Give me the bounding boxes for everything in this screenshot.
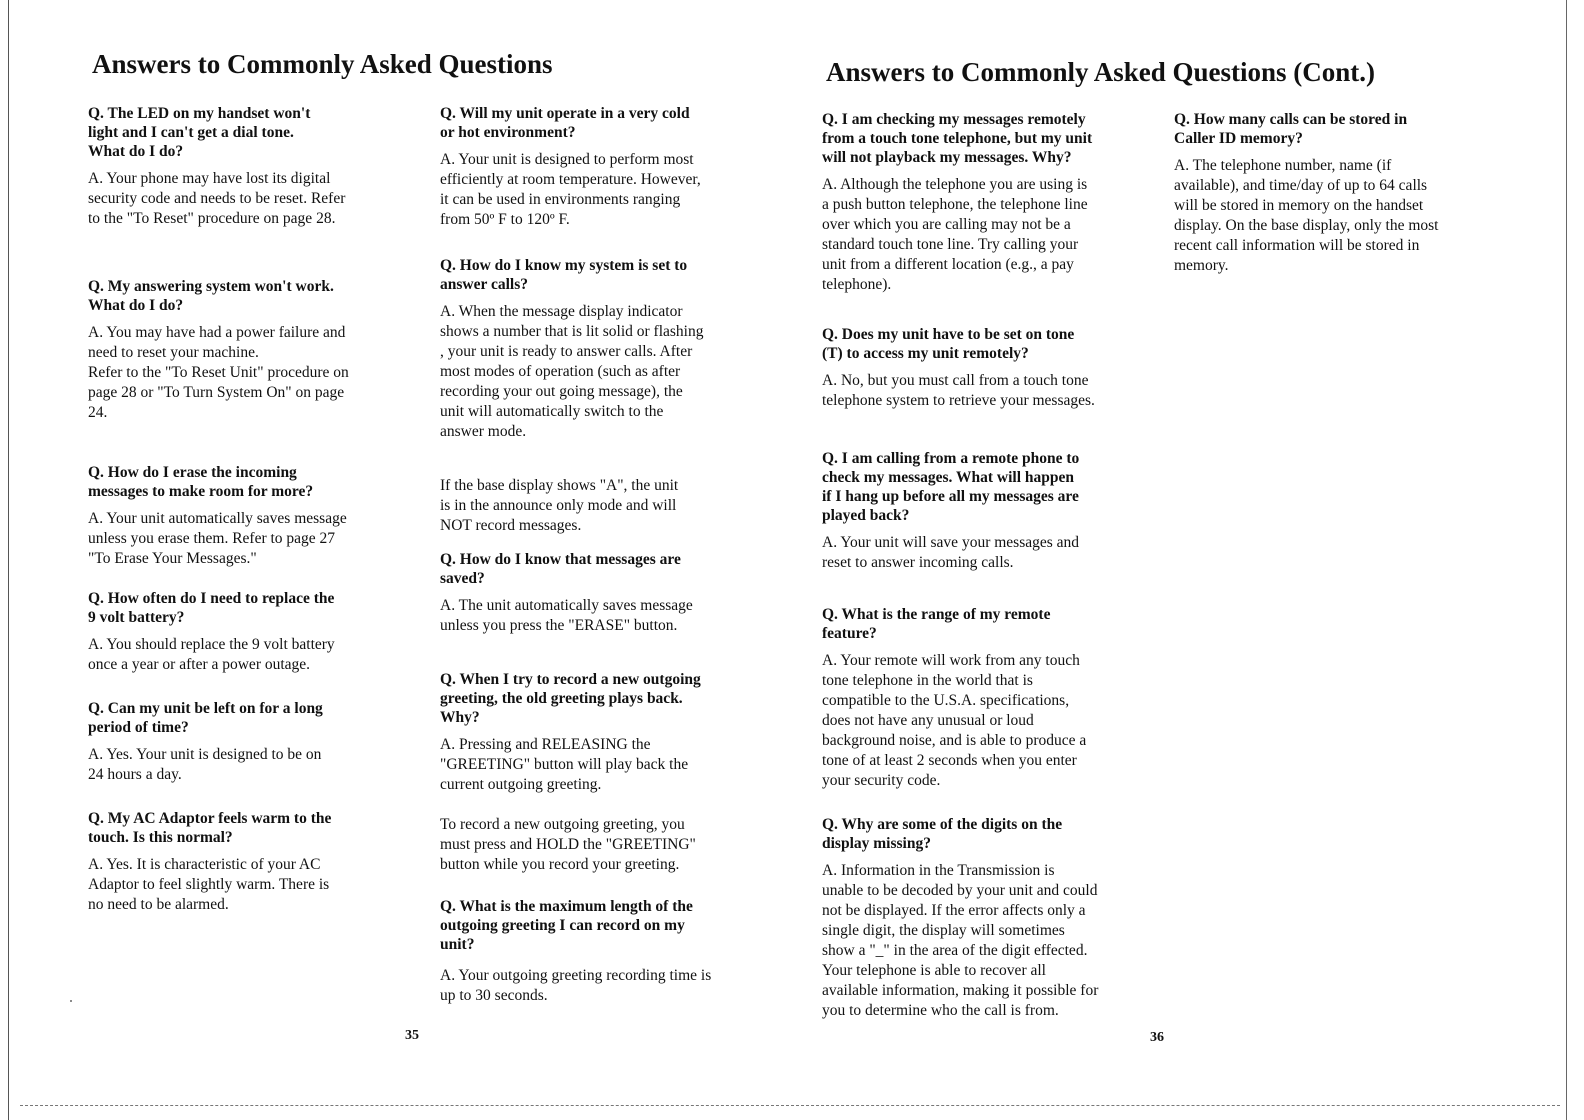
right-page-title: Answers to Commonly Asked Questions (Cont.)	[826, 57, 1376, 87]
scan-edge-left	[8, 0, 9, 1120]
question: Q. Will my unit operate in a very cold or hot environment?	[440, 105, 690, 141]
answer: A. Your unit is designed to perform most efficiently at room temperature. However, it can be used in environments ranging from 50º F to 120º F.	[440, 151, 701, 228]
qa-item	[440, 256, 760, 442]
qa-item	[88, 699, 408, 785]
answer: A. Your remote will work from any touch tone telephone in the world that is compatible to the U.S.A. specifications, does not have any unusual or loud background noise, and is able to produce a tone of at least 2 seconds when you enter your security code.	[822, 652, 1087, 789]
question: Q. I am calling from a remote phone to check my messages. What will happen if I hang up before all my messages are played back?	[822, 450, 1080, 524]
left-column-2	[440, 104, 760, 1006]
question: Q. Can my unit be left on for a long period of time?	[88, 700, 323, 736]
answer: A. Yes. It is characteristic of your AC Adaptor to feel slightly warm. There is no need to be alarmed.	[88, 856, 330, 913]
left-column-1	[88, 104, 408, 915]
question: Q. Why are some of the digits on the display missing?	[822, 816, 1063, 852]
qa-item	[822, 110, 1152, 295]
page-number-right: 36	[1150, 1030, 1164, 1045]
page-number-left: 35	[405, 1028, 419, 1043]
qa-item	[440, 104, 760, 230]
qa-item	[440, 670, 760, 795]
answer: A. Your phone may have lost its digital security code and needs to be reset. Refer to the "To Reset" procedure on page 28.	[88, 170, 346, 227]
qa-item	[88, 104, 408, 229]
question: Q. How many calls can be stored in Caller ID memory?	[1174, 111, 1408, 147]
question: Q. Does my unit have to be set on tone (T) to access my unit remotely?	[822, 326, 1075, 362]
right-column-1	[822, 110, 1152, 1021]
question: Q. What is the range of my remote feature?	[822, 606, 1051, 642]
qa-item	[88, 463, 408, 569]
answer: A. Your unit automatically saves message unless you erase them. Refer to page 27 "To Erase Your Messages."	[88, 510, 347, 567]
note-record-greeting: To record a new outgoing greeting, you must press and HOLD the "GREETING" button while you record your greeting.	[440, 816, 696, 873]
qa-item	[822, 815, 1152, 1021]
question: Q. How do I know my system is set to answer calls?	[440, 257, 688, 293]
qa-item	[440, 897, 760, 1006]
qa-item	[88, 589, 408, 675]
question: Q. How often do I need to replace the 9 volt battery?	[88, 590, 335, 626]
qa-item	[440, 550, 760, 636]
question: Q. How do I erase the incoming messages to make room for more?	[88, 464, 314, 500]
qa-item	[1174, 110, 1504, 276]
answer: A. Although the telephone you are using is a push button telephone, the telephone line over which you are calling may not be a standard touch tone line. Try calling your unit from a different location (e.g., a pay telephone).	[822, 176, 1088, 293]
question: Q. How do I know that messages are saved?	[440, 551, 681, 587]
scan-speck	[70, 1000, 72, 1002]
right-column-2	[1174, 110, 1504, 276]
answer: A. Pressing and RELEASING the "GREETING" button will play back the current outgoing greeting.	[440, 736, 689, 793]
answer: A. Your outgoing greeting recording time is up to 30 seconds.	[440, 967, 712, 1004]
answer: A. The unit automatically saves message unless you press the "ERASE" button.	[440, 597, 693, 634]
note-announce-mode: If the base display shows "A", the unit is in the announce only mode and will NOT record messages.	[440, 477, 679, 534]
left-page-title: Answers to Commonly Asked Questions	[92, 49, 553, 79]
answer: A. The telephone number, name (if available), and time/day of up to 64 calls will be stored in memory on the handset display. On the base display, only the most recent call information will be stored in memory.	[1174, 157, 1439, 274]
answer: A. You may have had a power failure and need to reset your machine. Refer to the "To Reset Unit" procedure on page 28 or "To Turn System On" on page 24.	[88, 324, 349, 421]
answer: A. When the message display indicator shows a number that is lit solid or flashing , your unit is ready to answer calls. After most modes of operation (such as after recording your out going message), the unit will automatically switch to the answer mode.	[440, 303, 704, 440]
answer: A. You should replace the 9 volt battery once a year or after a power outage.	[88, 636, 335, 673]
qa-item	[822, 605, 1152, 791]
scan-edge-bottom	[20, 1105, 1560, 1106]
question: Q. The LED on my handset won't light and I can't get a dial tone. What do I do?	[88, 105, 311, 160]
qa-item	[822, 325, 1152, 411]
scan-edge-right	[1566, 0, 1567, 1120]
answer: A. Yes. Your unit is designed to be on 24 hours a day.	[88, 746, 322, 783]
answer: A. Information in the Transmission is unable to be decoded by your unit and could not be displayed. If the error affects only a single digit, the display will sometimes show a "_" in the area of the digit effected. Your telephone is able to recover all available information, making it possible for you to determine who the call is from.	[822, 862, 1099, 1019]
question: Q. My AC Adaptor feels warm to the touch. Is this normal?	[88, 810, 332, 846]
question: Q. What is the maximum length of the outgoing greeting I can record on my unit?	[440, 898, 693, 953]
question: Q. My answering system won't work. What do I do?	[88, 278, 334, 314]
answer: A. No, but you must call from a touch tone telephone system to retrieve your messages.	[822, 372, 1095, 409]
qa-item	[88, 277, 408, 423]
question: Q. When I try to record a new outgoing greeting, the old greeting plays back. Why?	[440, 671, 701, 726]
answer: A. Your unit will save your messages and reset to answer incoming calls.	[822, 534, 1080, 571]
question: Q. I am checking my messages remotely from a touch tone telephone, but my unit will not playback my messages. Why?	[822, 111, 1093, 166]
qa-item	[88, 809, 408, 915]
qa-item	[822, 449, 1152, 573]
